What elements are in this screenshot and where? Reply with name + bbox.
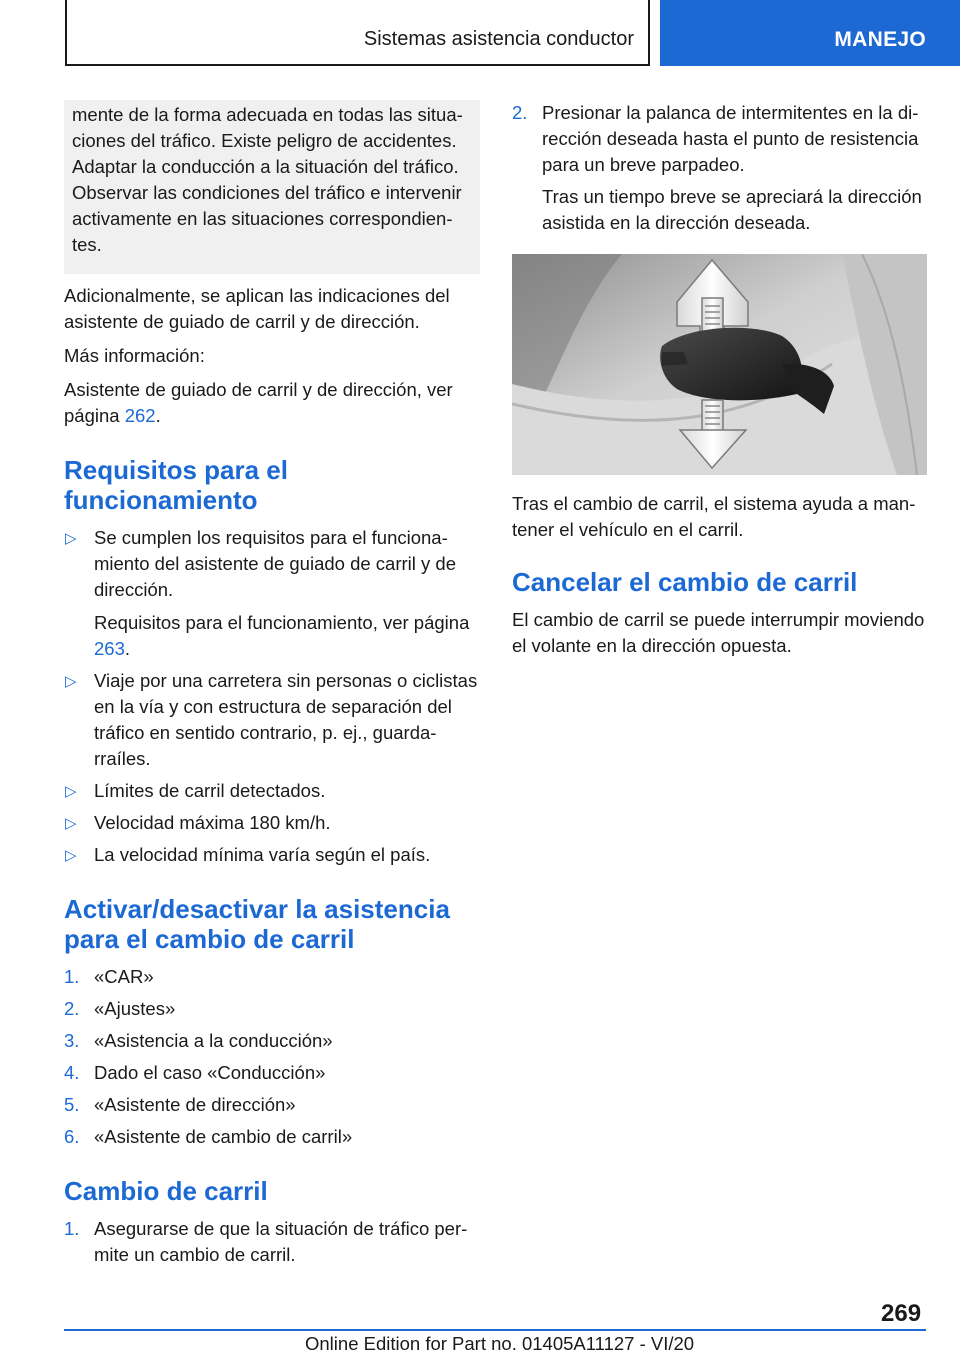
step-number: 2. xyxy=(64,998,80,1019)
list-item-text: Viaje por una carretera sin personas o ciclistas en la vía y con estructura de separación del tráfico en sentido contrario, p. ej., guardarraíles. xyxy=(94,670,478,769)
step-number: 1. xyxy=(64,1218,80,1239)
triangle-bullet-icon: ▷ xyxy=(65,815,77,832)
more-info-label: Más información: xyxy=(64,345,205,366)
list-item-text: La velocidad mínima varía según el país. xyxy=(94,844,431,865)
step-text: «Asistencia a la conducción» xyxy=(94,1030,333,1051)
step-item xyxy=(64,1060,480,1086)
step-item xyxy=(64,996,480,1022)
chapter-tab-label: MANEJO xyxy=(834,28,926,51)
step-item xyxy=(64,1216,480,1268)
step-subtext: Tras un tiempo breve se apreciará la dirección asistida en la dirección deseada. xyxy=(542,186,922,233)
step-text: «Ajustes» xyxy=(94,998,176,1019)
list-item xyxy=(64,668,480,772)
step-item xyxy=(64,1092,480,1118)
step-number: 4. xyxy=(64,1062,80,1083)
list-item-text: Se cumplen los requisitos para el funcionamiento del asistente de guiado de carril y de dirección. xyxy=(94,527,456,600)
heading-activar: Activar/desactivar la asistencia para el cambio de carril xyxy=(64,894,450,954)
lane-change-steps-continued xyxy=(512,100,928,236)
cross-reference-text: Asistente de guiado de carril y de dirección, ver página xyxy=(64,379,453,426)
list-item-text: Límites de carril detectados. xyxy=(94,780,326,801)
cancel-paragraph: El cambio de carril se puede interrumpir moviendo el volante en la dirección opuesta. xyxy=(512,609,925,656)
header-section-box xyxy=(65,0,650,66)
footer-divider xyxy=(64,1329,926,1331)
step-text: Dado el caso «Conducción» xyxy=(94,1062,326,1083)
warning-text: mente de la forma adecuada en todas las situaciones del tráfico. Existe peligro de accidentes. Adaptar la conducción a la situación del tráfico. Observar las condiciones del tráfico e intervenir activamente en las situaciones correspondientes. xyxy=(72,104,463,255)
list-item-subtext-end: . xyxy=(124,638,131,659)
step-item xyxy=(64,1124,480,1150)
list-item xyxy=(64,525,480,662)
step-text: «Asistente de cambio de carril» xyxy=(94,1126,353,1147)
intro-paragraph: Adicionalmente, se aplican las indicaciones del asistente de guiado de carril y de dirección. xyxy=(64,285,450,332)
step-text: «CAR» xyxy=(94,966,154,987)
triangle-bullet-icon: ▷ xyxy=(65,847,77,864)
requirements-list xyxy=(64,525,480,868)
list-item-subtext-body: Requisitos para el funcionamiento, ver página xyxy=(94,612,470,633)
list-item-text: Velocidad máxima 180 km/h. xyxy=(94,812,331,833)
heading-cambio: Cambio de carril xyxy=(64,1176,268,1206)
warning-box xyxy=(64,100,480,274)
step-number: 1. xyxy=(64,966,80,987)
step-number: 5. xyxy=(64,1094,80,1115)
step-item xyxy=(64,1028,480,1054)
triangle-bullet-icon: ▷ xyxy=(65,530,77,547)
heading-cancelar: Cancelar el cambio de carril xyxy=(512,567,858,597)
step-text: Presionar la palanca de intermitentes en la dirección deseada hasta el punto de resistencia para un breve parpadeo. xyxy=(542,102,919,175)
activation-steps xyxy=(64,964,480,1150)
step-number: 2. xyxy=(512,102,528,123)
edition-note: Online Edition for Part no. 01405A11127 - VI/20 xyxy=(305,1333,695,1354)
step-text: Asegurarse de que la situación de tráfico permite un cambio de carril. xyxy=(94,1218,468,1265)
cross-reference-end: . xyxy=(155,405,161,426)
list-item xyxy=(64,778,480,804)
lane-change-steps xyxy=(64,1216,480,1268)
turn-signal-lever-illustration xyxy=(512,254,927,475)
list-item xyxy=(64,842,480,868)
section-title: Sistemas asistencia conductor xyxy=(363,28,634,50)
page-link-262[interactable]: 262 xyxy=(124,405,156,426)
page-link-263[interactable]: 263 xyxy=(94,638,125,659)
figure-caption: Tras el cambio de carril, el sistema ayuda a mantener el vehículo en el carril. xyxy=(512,493,916,540)
step-text: «Asistente de dirección» xyxy=(94,1094,296,1115)
list-item xyxy=(64,810,480,836)
page-number: 269 xyxy=(881,1300,922,1327)
cross-reference xyxy=(64,377,480,429)
left-column xyxy=(64,100,480,1274)
triangle-bullet-icon: ▷ xyxy=(65,673,77,690)
list-item-subtext xyxy=(94,610,480,662)
heading-requisitos: Requisitos para el funcionamiento xyxy=(64,455,288,515)
step-item xyxy=(512,100,928,236)
triangle-bullet-icon: ▷ xyxy=(65,783,77,800)
turn-signal-lever-image xyxy=(512,254,927,475)
chapter-tab xyxy=(660,0,960,66)
step-number: 6. xyxy=(64,1126,80,1147)
step-number: 3. xyxy=(64,1030,80,1051)
step-item xyxy=(64,964,480,990)
right-column xyxy=(512,100,928,667)
